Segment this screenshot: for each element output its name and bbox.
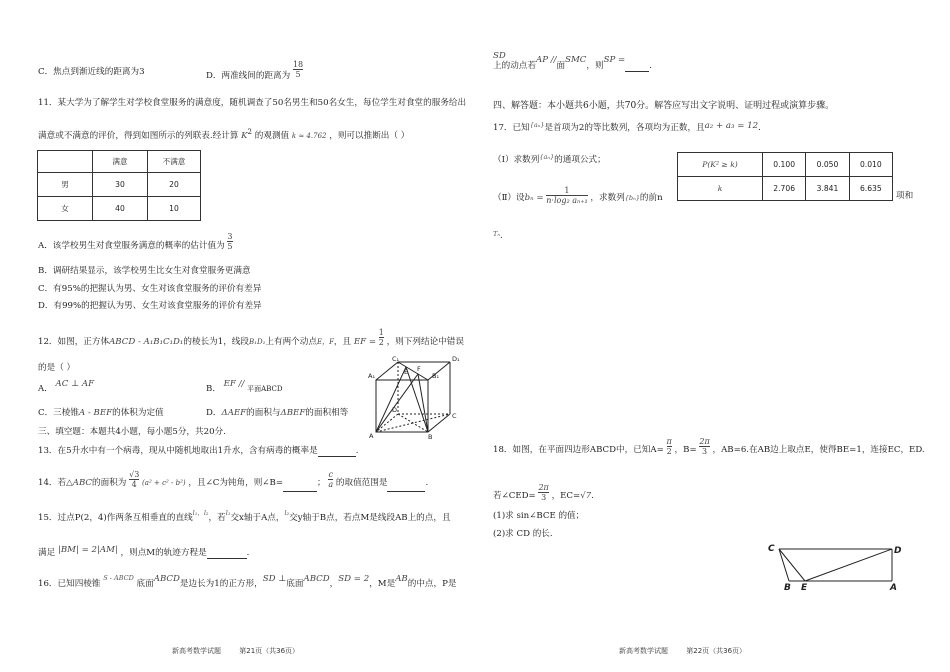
q16-line1 — [38, 574, 457, 590]
q18-text: 18．如图，在平面四边形ABCD中，已知A= — [493, 445, 664, 455]
q17-equation: a₂ + a₃ = 12 — [704, 121, 759, 131]
q12-segment: B₁D₁ — [249, 338, 266, 346]
q17-text: 17．已知 — [493, 123, 530, 133]
q10-option-d-text: D．两准线间的距离为 — [206, 71, 291, 81]
answer-blank — [283, 482, 317, 492]
figure-label-e: E — [801, 583, 808, 592]
q14: 14．若△ABC的面积为 $\frac{√3}{4}$ (a² + c² - b²) ，且∠C为钝角，则∠B= ； $\frac{c}{a}$ 的取值范围是 . — [38, 473, 428, 492]
cube-label: B₁ — [432, 372, 440, 380]
denominator: a — [328, 480, 334, 489]
q16-sp: SP = — [603, 55, 626, 65]
q14-expression: (a² + c² - b²) — [142, 479, 186, 487]
q18-angle-a — [667, 437, 672, 456]
q16-base: ABCD — [303, 574, 330, 584]
q15-text: 15．过点P(2，4)作两条互相垂直的直线 — [38, 513, 193, 523]
q15-line1 — [38, 509, 451, 524]
cube-label: A₁ — [368, 372, 376, 380]
q17-text: （Ⅰ）求数列 — [493, 155, 540, 165]
q12-option-b-label: B． — [206, 384, 221, 394]
footer-page-number: 第21页（共36页） — [239, 647, 300, 655]
answer-blank — [387, 482, 425, 492]
q11-option-a-text: A．该学校男生对食堂服务满意的概率的估计值为 — [38, 241, 225, 251]
q16-sd: SD = 2 — [338, 574, 370, 584]
numerator: 18 — [292, 60, 304, 69]
q16-pyramid: S - ABCD — [103, 574, 134, 582]
q17-text: 的通项公式； — [554, 155, 606, 165]
q15-text: 交x轴于A点， — [230, 513, 285, 523]
q16-ab: AB — [395, 574, 408, 584]
footer-title: 新高考数学试题 — [619, 647, 668, 655]
critical-value-table — [677, 152, 893, 201]
q14-text: 14．若 — [38, 478, 67, 488]
q14-text: ； — [317, 478, 326, 488]
q18-text: ，B= — [674, 445, 697, 455]
q15-l1: l₁ — [225, 509, 231, 517]
q14-text: ，且∠C为钝角，则∠B= — [188, 478, 284, 488]
q18-text: . — [591, 491, 594, 501]
q17-text: （Ⅱ）设 — [493, 193, 525, 203]
denominator: 5 — [227, 242, 233, 251]
q18-text: ，AB=6.在AB边上取点E，使得BE=1，连接EC，ED. — [712, 445, 925, 455]
q15-line2: 满足 |BM| = 2|AM| ，则点M的轨迹方程是 . — [38, 545, 250, 558]
q10-fraction — [293, 60, 303, 79]
q18-angle-b — [699, 437, 709, 456]
q17-fraction — [546, 186, 587, 205]
footer-page-number: 第22页（共36页） — [686, 647, 747, 655]
denominator: 2 — [666, 447, 672, 456]
q11-text-c: ，则可以推断出（ ） — [329, 130, 410, 141]
denominator: 3 — [538, 492, 548, 502]
q14-ratio — [328, 470, 333, 489]
numerator: c — [328, 470, 333, 479]
q18-text: ，EC= — [551, 491, 581, 501]
q17-tn-line: $^{T_n}$. — [493, 230, 503, 241]
table-cell: 40 — [93, 197, 148, 221]
q17-line1: 17．已知$^{\{a_n\}}$是首项为2的等比数列，各项均为正数，且a₂ + a₃ = 12. — [493, 121, 761, 133]
cube-label: A — [369, 432, 374, 440]
q15-text: 满足 — [38, 548, 56, 558]
footer-left — [172, 646, 299, 656]
answer-blank — [625, 62, 649, 72]
q16-text: 是边长为1的正方形， — [179, 579, 263, 589]
q12-text: ，且 — [333, 337, 352, 347]
footer-title: 新高考数学试题 — [172, 647, 221, 655]
table-row — [678, 177, 893, 201]
q12-option-a-label: A． — [38, 384, 53, 394]
q17-text: ，求数列 — [590, 193, 625, 203]
q16-text: 底面 — [286, 579, 304, 589]
table-header-cell: 满意 — [93, 151, 148, 173]
quadrilateral-figure — [765, 540, 905, 592]
q18-line1 — [493, 437, 925, 459]
q17-part2 — [493, 188, 663, 207]
cube-label: C₁ — [392, 355, 400, 363]
q12-text: 12．如图，正方体 — [38, 337, 110, 347]
q15-text: 交y轴于B点，若点M是线段AB上的点，且 — [289, 513, 451, 523]
cube-label: D — [392, 406, 398, 414]
q16-base: ABCD — [153, 574, 180, 584]
q12-option-b-expr: EF // — [223, 379, 245, 389]
q12-option-c-text: 的体积为定值 — [112, 408, 164, 418]
table-cell: 0.010 — [849, 153, 892, 177]
figure-label-a: A — [890, 583, 897, 592]
q11-option-c: C．有95%的把握认为男、女生对该食堂服务的评价有差异 — [38, 284, 262, 294]
q12-text: 的棱长为1，线段 — [183, 337, 249, 347]
q11-option-b: B．调研结果显示，该学校男生比女生对食堂服务更满意 — [38, 266, 251, 276]
q17-bn: bₙ = — [524, 193, 544, 203]
q12-option-a — [38, 379, 95, 395]
q12-option-c — [38, 407, 164, 419]
q15-condition: |BM| = 2|AM| — [57, 545, 118, 555]
q11-line2: 满意或不满意的评价，得到如图所示的列联表.经计算 $K^2$ 的观测值 k ≈ 4.762 ，则可以推断出（ ） — [38, 128, 410, 141]
q12-option-d-expr: ΔBEF — [280, 408, 306, 418]
table-row — [38, 173, 201, 197]
q16-continued-line: 上的动点若AP //面SMC，则SP =. — [493, 55, 652, 71]
cube-label: F — [417, 365, 421, 373]
q17-sequence: {bₙ} — [624, 194, 640, 202]
page-22 — [475, 0, 950, 672]
q12-fraction — [379, 328, 384, 347]
q11-k-symbol: K — [241, 130, 248, 141]
q13: 13．在5升水中有一个病毒，现从中随机地取出1升水，含有病毒的概率是 . — [38, 446, 359, 456]
numerator: 2π — [538, 483, 549, 492]
q17-text: 的前n — [639, 193, 663, 203]
table-cell: P(K² ≥ k) — [678, 153, 763, 177]
q12-text: ，则下列结论中错误 — [386, 337, 464, 347]
q17-tn: Tₙ — [493, 230, 500, 238]
q17-sequence: {aₙ} — [539, 153, 555, 161]
q11-text-a: 满意或不满意的评价，得到如图所示的列联表.经计算 — [38, 130, 239, 141]
q12-option-a-expr: AC ⊥ AF — [55, 379, 95, 389]
section-3-heading: 三、填空题：本题共4小题，每小题5分，共20分. — [38, 427, 226, 437]
q12-line2: 的是（ ） — [38, 363, 76, 373]
numerator: π — [666, 437, 672, 446]
cube-label: B — [428, 433, 433, 440]
q17-text: 是首项为2的等比数列，各项均为正数，且 — [544, 123, 705, 133]
table-cell: 2.706 — [763, 177, 806, 201]
q11-line1: 11．某大学为了解学生对学校食堂服务的满意度，随机调查了50名男生和50名女生，每位学生对食堂的服务给出 — [38, 98, 467, 108]
q16-ap: AP // — [535, 55, 557, 65]
table-row — [38, 197, 201, 221]
denominator: n·log₂ aₙ₊₁ — [546, 196, 588, 205]
q14-text: 的面积为 — [92, 478, 127, 488]
q18-part2: (2)求 CD 的长. — [493, 529, 553, 539]
q16-perp: SD ⊥ — [262, 574, 287, 584]
table-cell: 女 — [38, 197, 93, 221]
figure-label-b: B — [784, 583, 791, 592]
q12-option-d — [206, 407, 348, 419]
q18-text: 若∠CED= — [493, 491, 536, 501]
q15-text: ，若 — [208, 513, 226, 523]
q14-fraction — [129, 470, 139, 489]
cube-label: E — [404, 368, 409, 376]
q12-option-d-text: D． — [206, 408, 222, 418]
table-cell: 30 — [93, 173, 148, 197]
q12-option-c-text: C．三棱锥 — [38, 408, 79, 418]
contingency-table — [37, 150, 201, 221]
q16-sd: SD — [493, 51, 506, 61]
q12-option-b-plane: 平面ABCD — [247, 385, 283, 393]
numerator: 3 — [227, 232, 233, 241]
table-cell: 0.100 — [763, 153, 806, 177]
q18-part1: (1)求 sin∠BCE 的值； — [493, 511, 585, 521]
q16-text: ，则 — [586, 61, 604, 71]
q14-text: 的取值范围是 — [335, 478, 388, 488]
q18-angle-ced — [538, 483, 548, 502]
table-cell: 0.050 — [806, 153, 849, 177]
table-cell: 3.841 — [806, 177, 849, 201]
q11-a-fraction — [227, 232, 232, 251]
q18-line2 — [493, 483, 594, 505]
q16-text: 底面 — [136, 579, 154, 589]
table-cell: k — [678, 177, 763, 201]
denominator: 2 — [378, 338, 384, 347]
table-header-cell — [38, 151, 93, 173]
q16-text: 16．已知四棱锥 — [38, 579, 101, 589]
q16-text: ， — [329, 579, 339, 589]
q12-option-c-expr: A - BEF — [78, 408, 113, 418]
section-4-heading: 四、解答题：本小题共6小题，共70分。解答应写出文字说明、证明过程或演算步骤。 — [493, 101, 835, 111]
q15-lines: l₁，l₂ — [192, 509, 209, 517]
q11-option-d: D．有99%的把握认为男、女生对该食堂服务的评价有差异 — [38, 301, 262, 311]
q12-points: E，F — [316, 338, 334, 346]
cube-label: D₁ — [452, 355, 460, 363]
q15-text: ，则点M的轨迹方程是 — [120, 548, 207, 558]
q16-text: 上的动点若 — [493, 61, 536, 71]
q16-text: 的中点，P是 — [407, 579, 457, 589]
q11-option-a — [38, 232, 233, 255]
q11-text-b: 的观测值 — [254, 130, 290, 141]
q12-option-d-text: 的面积相等 — [305, 408, 349, 418]
answer-blank — [318, 447, 356, 457]
table-row — [678, 153, 893, 177]
footer-right — [619, 646, 746, 656]
q17-sequence: {aₙ} — [529, 121, 545, 129]
cube-figure — [368, 354, 460, 440]
q12-line1 — [38, 328, 464, 351]
denominator: 4 — [129, 479, 139, 489]
q17-part2-tail: 项和 — [896, 191, 914, 201]
q17-part1 — [493, 154, 606, 166]
numerator: 2π — [699, 437, 710, 446]
table-cell: 10 — [148, 197, 201, 221]
cube-label: C — [452, 412, 457, 420]
q10-option-c: C．焦点到渐近线的距离为3 — [38, 67, 145, 77]
numerator: 1 — [378, 328, 384, 337]
q15-l2: l₂ — [284, 509, 290, 517]
table-cell: 男 — [38, 173, 93, 197]
table-cell: 20 — [148, 173, 201, 197]
answer-blank — [207, 549, 247, 559]
q10-option-d — [206, 60, 304, 85]
q12-option-d-text: 的面积与 — [246, 408, 281, 418]
q12-cube-name: ABCD - A₁B₁C₁D₁ — [109, 337, 184, 347]
q16-text: ，M是 — [369, 579, 396, 589]
q12-text: 上有两个动点 — [265, 337, 317, 347]
numerator: √3 — [129, 470, 140, 479]
q16-smc: SMC — [565, 55, 587, 65]
q12-option-d-expr: ΔAEF — [221, 408, 247, 418]
table-header-cell: 不满意 — [148, 151, 201, 173]
q13-text: 13．在5升水中有一个病毒，现从中随机地取出1升水，含有病毒的概率是 — [38, 446, 318, 456]
figure-label-d: D — [894, 546, 902, 556]
q12-ef: EF = — [353, 337, 377, 347]
q11-k-value: k ≈ 4.762 — [291, 131, 327, 140]
numerator: 1 — [564, 186, 570, 195]
q16-text: 面 — [556, 61, 566, 71]
table-cell: 6.635 — [849, 177, 892, 201]
denominator: 3 — [699, 446, 709, 456]
figure-label-c: C — [768, 544, 775, 554]
q14-triangle: △ABC — [66, 478, 92, 488]
q12-option-b — [206, 379, 283, 395]
denominator: 5 — [293, 69, 303, 79]
q18-ec-value: √7 — [580, 491, 592, 501]
